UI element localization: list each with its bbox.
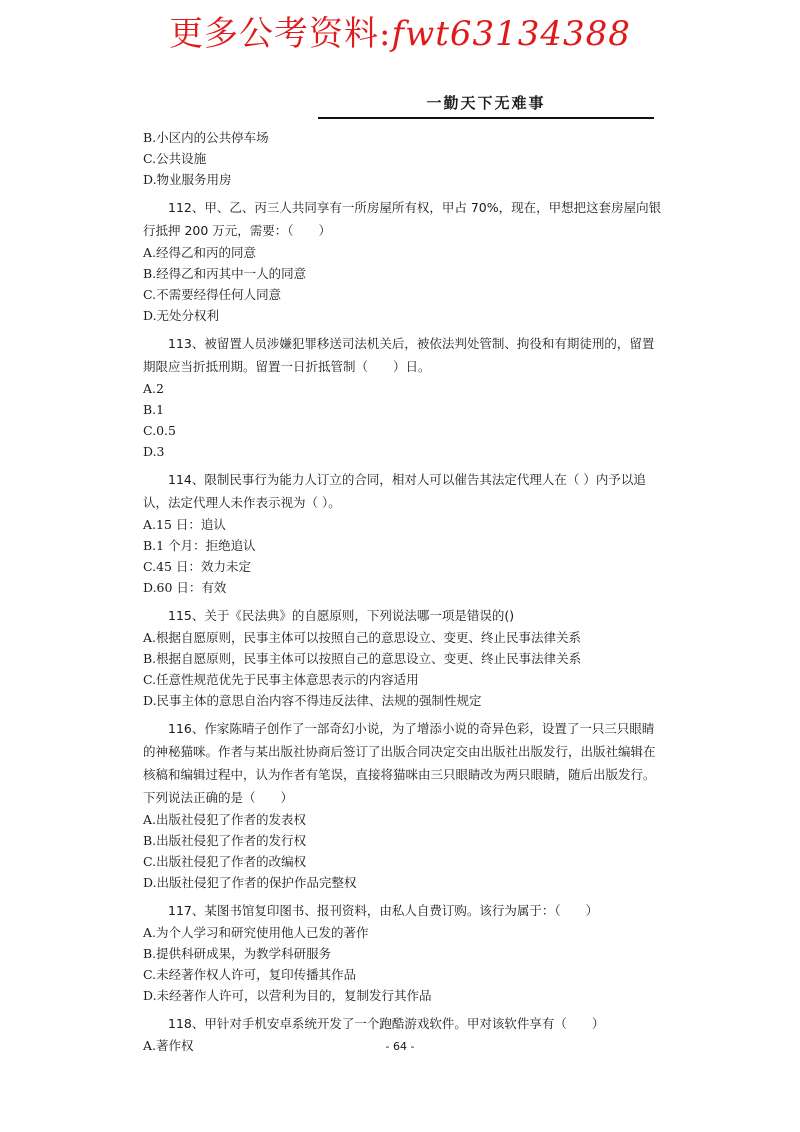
- question-stem: 116、作家陈晴子创作了一部奇幻小说，为了增添小说的奇异色彩，设置了一只三只眼睛的神秘猫咪。作者与某出版社协商后签订了出版合同决定交由出版社出版发行，出版社编辑在核稿和编辑过程中，认为作者有笔误，直接将猫咪由三只眼睛改为两只眼睛，随后出版发行。下列说法正确的是（ ）: [143, 721, 656, 805]
- watermark-id: fwt63134388: [391, 14, 631, 54]
- page-content: [143, 127, 663, 1056]
- question-115: [143, 604, 663, 711]
- option: B.出版社侵犯了作者的发行权: [143, 833, 307, 848]
- header-rule: [318, 117, 654, 119]
- question-stem: 114、限制民事行为能力人订立的合同，相对人可以催告其法定代理人在（ ）内予以追认，法定代理人未作表示视为（ ）。: [143, 472, 646, 510]
- option: D.民事主体的意思自治内容不得违反法律、法规的强制性规定: [143, 693, 482, 708]
- option: C.不需要经得任何人同意: [143, 287, 282, 302]
- option: C.出版社侵犯了作者的改编权: [143, 854, 307, 869]
- option: D.未经著作人许可，以营利为目的，复制发行其作品: [143, 988, 432, 1003]
- option: A.2: [143, 381, 164, 396]
- option: D.60 日：有效: [143, 580, 227, 595]
- option: C.45 日：效力未定: [143, 559, 251, 574]
- question-114: [143, 468, 663, 598]
- question-112: [143, 196, 663, 326]
- watermark-banner: [0, 6, 800, 55]
- question-stem: 117、某图书馆复印图书、报刊资料，由私人自费订购。该行为属于：（ ）: [168, 903, 599, 918]
- option: A.根据自愿原则，民事主体可以按照自己的意思设立、变更、终止民事法律关系: [143, 630, 582, 645]
- question-116: [143, 717, 663, 893]
- question-113: [143, 332, 663, 462]
- option: D.出版社侵犯了作者的保护作品完整权: [143, 875, 357, 890]
- option: B.提供科研成果，为教学科研服务: [143, 946, 332, 961]
- question-stem: 113、被留置人员涉嫌犯罪移送司法机关后，被依法判处管制、拘役和有期徒刑的，留置期限应当折抵刑期。留置一日折抵管制（ ）日。: [143, 336, 655, 374]
- page-number: - 64 -: [385, 1040, 415, 1053]
- option: B.根据自愿原则，民事主体可以按照自己的意思设立、变更、终止民事法律关系: [143, 651, 582, 666]
- option: C.0.5: [143, 423, 176, 438]
- option: A.经得乙和丙的同意: [143, 245, 257, 260]
- question-stem: 118、甲针对手机安卓系统开发了一个跑酷游戏软件。甲对该软件享有（ ）: [168, 1016, 605, 1031]
- option: A.15 日：追认: [143, 517, 226, 532]
- option: B.1: [143, 402, 165, 417]
- question-117: [143, 899, 663, 1006]
- option: D.无处分权利: [143, 308, 220, 323]
- option: D.物业服务用房: [143, 172, 232, 187]
- option: A.出版社侵犯了作者的发表权: [143, 812, 307, 827]
- question-stem: 115、关于《民法典》的自愿原则，下列说法哪一项是错误的(): [168, 608, 515, 623]
- option: B.1 个月：拒绝追认: [143, 538, 256, 553]
- watermark-prefix: 更多公考资料:: [169, 14, 392, 54]
- option: C.任意性规范优先于民事主体意思表示的内容适用: [143, 672, 419, 687]
- option: C.公共设施: [143, 151, 207, 166]
- option: C.未经著作权人许可，复印传播其作品: [143, 967, 357, 982]
- question-stem: 112、甲、乙、丙三人共同享有一所房屋所有权，甲占 70%，现在，甲想把这套房屋向银行抵押 200 万元，需要：（ ）: [143, 200, 662, 238]
- option: D.3: [143, 444, 165, 459]
- option: B.小区内的公共停车场: [143, 130, 269, 145]
- running-head: 一勤天下无难事: [426, 94, 546, 112]
- leading-options: [143, 127, 663, 190]
- option: A.为个人学习和研究使用他人已发的著作: [143, 925, 369, 940]
- option: A.著作权: [143, 1038, 194, 1053]
- option: B.经得乙和丙其中一人的同意: [143, 266, 307, 281]
